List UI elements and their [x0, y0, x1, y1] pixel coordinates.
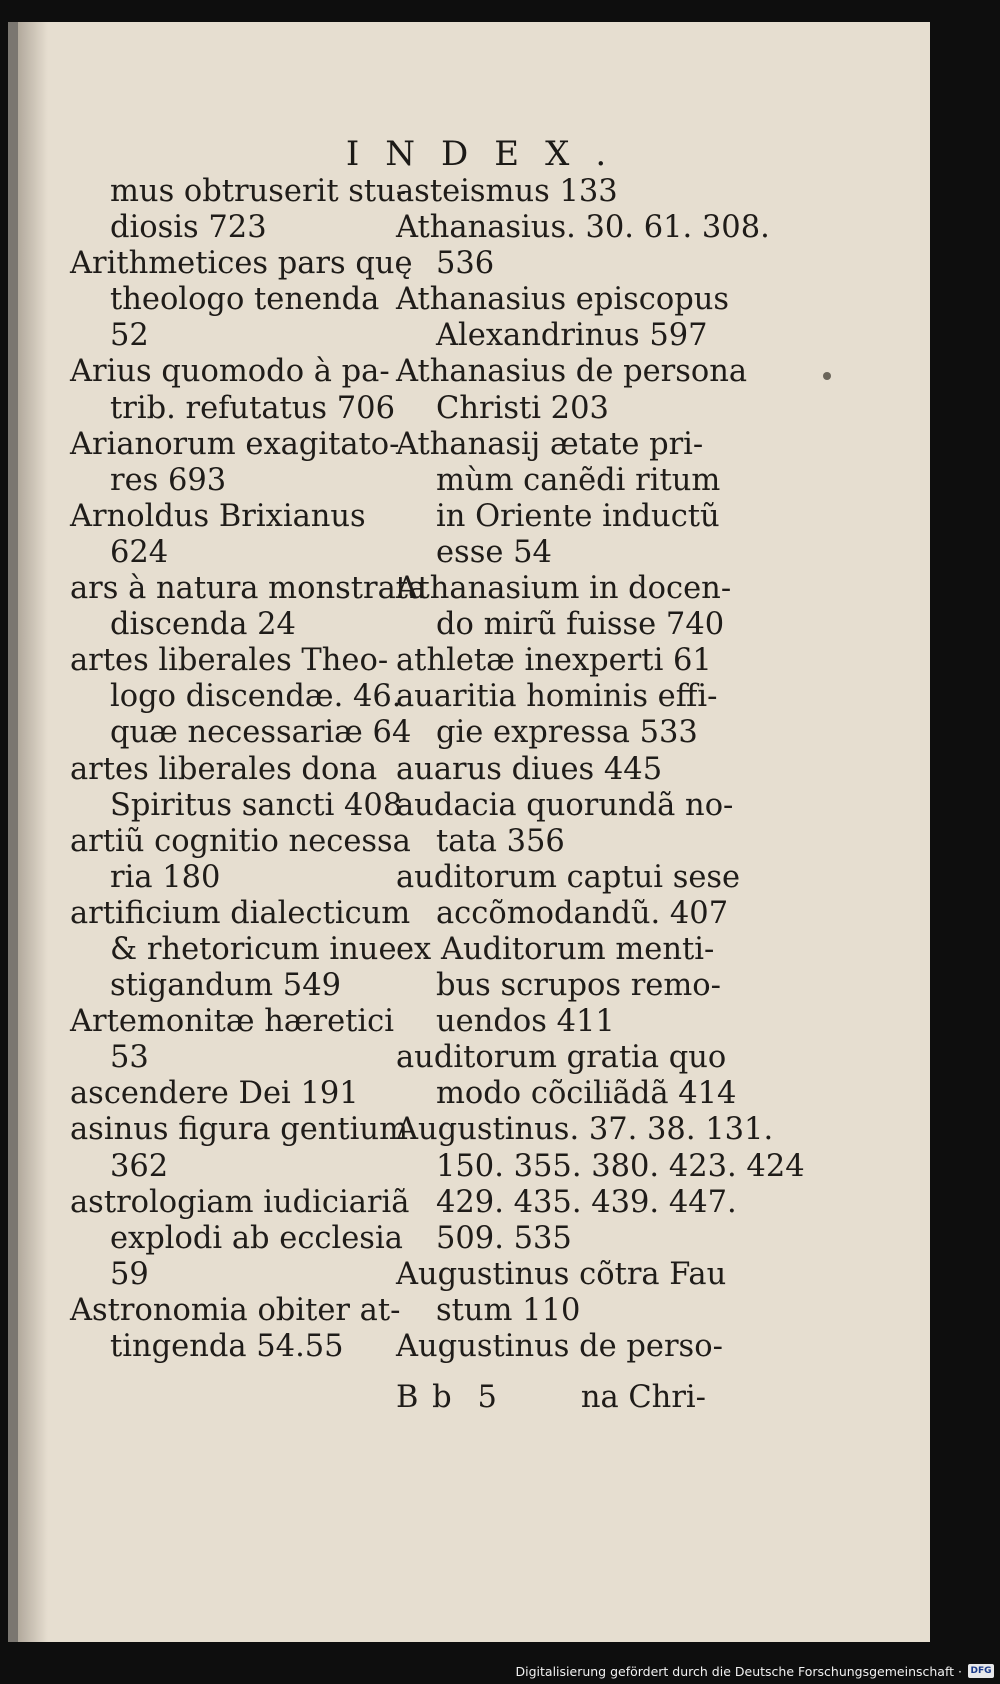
index-entry-line: artiũ cognitio necessa [70, 823, 411, 859]
spine-shadow [18, 22, 48, 1642]
index-entry-line: astrologiam iudiciariã [70, 1184, 410, 1220]
index-entry-line: Athanasius episcopus [396, 282, 730, 318]
index-right-column [396, 174, 805, 1365]
signature-mark: B b [396, 1380, 454, 1415]
index-entry-line: gie expressa 533 [436, 715, 698, 751]
index-entry-line: 52 [110, 318, 149, 354]
book-page [8, 22, 930, 1642]
index-entry-line: Christi 203 [436, 390, 609, 426]
index-entry-line: Artemonitæ hæretici [70, 1004, 395, 1040]
credit-text: Digitalisierung gefördert durch die Deutsche Forschungsgemeinschaft · [515, 1663, 962, 1679]
index-entry-line: tata 356 [436, 823, 565, 859]
index-left-column [70, 174, 427, 1365]
index-entry-line: modo cõciliãdã 414 [436, 1076, 737, 1112]
index-entry-line: stum 110 [436, 1292, 581, 1328]
ink-speck [823, 372, 831, 380]
index-entry-line: auditorum gratia quo [396, 1040, 727, 1076]
index-entry-line: logo discendæ. 46. [110, 679, 402, 715]
index-entry-line: auarus diues 445 [396, 751, 663, 787]
index-entry-line: Arius quomodo à pa- [70, 354, 390, 390]
index-entry-line: 362 [110, 1148, 169, 1184]
index-entry-line: 624 [110, 534, 169, 570]
index-entry-line: ria 180 [110, 859, 221, 895]
page-header: INDEX. [345, 134, 633, 174]
index-entry-line: Athanasij ætate pri- [396, 426, 704, 462]
index-entry-line: Alexandrinus 597 [436, 318, 708, 354]
index-entry-line: explodi ab ecclesia [110, 1220, 403, 1256]
index-entry-line: stigandum 549 [110, 968, 342, 1004]
index-entry-line: artes liberales dona [70, 751, 378, 787]
index-entry-line: ars à natura monstrata [70, 571, 427, 607]
index-entry-line: Arianorum exagitato- [70, 426, 400, 462]
index-entry-line: artificium dialecticum [70, 895, 411, 931]
index-entry-line: quæ necessariæ 64 [110, 715, 412, 751]
signature-number: 5 [477, 1380, 497, 1415]
index-entry-line: Augustinus. 37. 38. 131. [396, 1112, 774, 1148]
index-entry-line: & rhetoricum inue [110, 931, 397, 967]
index-entry-line: esse 54 [436, 534, 552, 570]
index-entry-line: athletæ inexperti 61 [396, 643, 712, 679]
index-entry-line: do mirũ fuisse 740 [436, 607, 725, 643]
index-entry-line: Arithmetices pars quę [70, 246, 413, 282]
index-entry-line: Astronomia obiter at- [70, 1292, 401, 1328]
index-entry-line: 429. 435. 439. 447. [436, 1184, 737, 1220]
index-entry-line: Athanasium in docen- [396, 571, 732, 607]
index-entry-line: 509. 535 [436, 1220, 572, 1256]
index-entry-line: diosis 723 [110, 210, 267, 246]
index-entry-line: auditorum captui sese [396, 859, 741, 895]
index-entry-line: 53 [110, 1040, 149, 1076]
index-entry-line: tingenda 54.55 [110, 1329, 344, 1364]
index-entry-line: audacia quorundã no- [396, 787, 734, 823]
digitization-credit [516, 1660, 995, 1682]
index-entry-line: ascendere Dei 191 [70, 1076, 359, 1112]
index-entry-line: Spiritus sancti 408 [110, 787, 403, 823]
index-entry-line: in Oriente inductũ [436, 498, 720, 534]
index-entry-line: Athanasius de persona [396, 354, 748, 390]
index-entry-line: 150. 355. 380. 423. 424 [436, 1148, 805, 1184]
index-entry-line: discenda 24 [110, 607, 296, 643]
index-entry-line: bus scrupos remo- [436, 968, 721, 1004]
index-entry-line: Athanasius. 30. 61. 308. [396, 210, 770, 246]
index-entry-line: accõmodandũ. 407 [436, 895, 729, 931]
index-entry-line: mùm canẽdi ritum [436, 462, 721, 498]
index-entry-line: res 693 [110, 462, 227, 498]
index-entry-line: asteismus 133 [396, 174, 618, 209]
index-entry-line: theologo tenenda [110, 282, 380, 318]
index-entry-line: Arnoldus Brixianus [70, 498, 366, 534]
index-entry-line: Augustinus cõtra Fau [396, 1256, 727, 1292]
index-entry-line: trib. refutatus 706 [110, 390, 395, 426]
index-entry-line: asinus figura gentium [70, 1112, 408, 1148]
index-entry-line: auaritia hominis effi- [396, 679, 718, 715]
dfg-logo: DFG [968, 1664, 994, 1678]
index-entry-line: ex Auditorum menti- [396, 931, 715, 967]
catchword: na Chri- [580, 1380, 706, 1415]
index-entry-line: artes liberales Theo- [70, 643, 389, 679]
index-entry-line: 59 [110, 1256, 149, 1292]
index-entry-line: 536 [436, 246, 495, 282]
page-footer [396, 1380, 706, 1415]
index-entry-line: Augustinus de perso- [396, 1329, 723, 1364]
index-entry-line: uendos 411 [436, 1004, 615, 1040]
index-entry-line: mus obtruserit stu- [110, 174, 407, 209]
